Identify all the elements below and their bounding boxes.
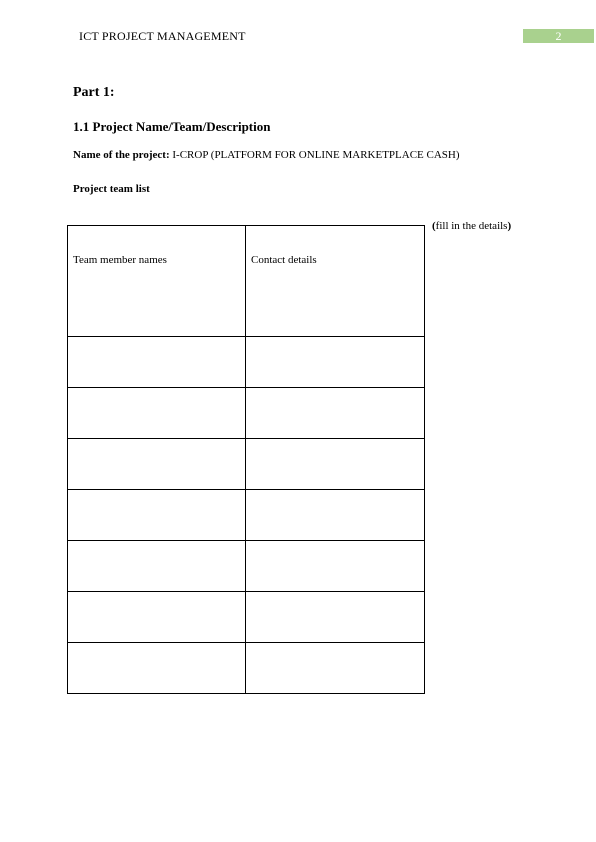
contact-details-cell[interactable] — [246, 388, 425, 439]
page-number-badge — [523, 29, 594, 43]
header-label-team-member-names: Team member names — [73, 254, 167, 266]
team-member-name-cell[interactable] — [68, 490, 246, 541]
fill-in-note — [432, 220, 511, 232]
team-list-label: Project team list — [73, 183, 150, 195]
project-name-line — [73, 149, 460, 161]
contact-details-cell[interactable] — [246, 439, 425, 490]
contact-details-cell[interactable] — [246, 643, 425, 694]
contact-details-cell[interactable] — [246, 592, 425, 643]
contact-details-cell[interactable] — [246, 541, 425, 592]
part-heading: Part 1: — [73, 85, 115, 100]
table-row — [68, 541, 425, 592]
team-member-name-cell[interactable] — [68, 388, 246, 439]
fill-note-open-paren: ( — [432, 220, 436, 232]
header-cell-team-member-names — [68, 226, 246, 337]
table-row — [68, 643, 425, 694]
table-row — [68, 337, 425, 388]
project-team-table — [67, 225, 425, 694]
project-name-value: I-CROP (PLATFORM FOR ONLINE MARKETPLACE CASH) — [169, 149, 460, 161]
team-member-name-cell[interactable] — [68, 439, 246, 490]
running-header-title: ICT PROJECT MANAGEMENT — [79, 29, 246, 43]
table-row — [68, 439, 425, 490]
table-row — [68, 490, 425, 541]
header-label-contact-details: Contact details — [251, 254, 317, 266]
team-member-name-cell[interactable] — [68, 337, 246, 388]
page-number: 2 — [555, 29, 562, 43]
table-row — [68, 592, 425, 643]
header-cell-contact-details — [246, 226, 425, 337]
team-member-name-cell[interactable] — [68, 643, 246, 694]
team-member-name-cell[interactable] — [68, 541, 246, 592]
team-member-name-cell[interactable] — [68, 592, 246, 643]
table-header-row — [68, 226, 425, 337]
fill-note-text: fill in the details — [435, 220, 508, 232]
contact-details-cell[interactable] — [246, 490, 425, 541]
table-row — [68, 388, 425, 439]
section-heading: 1.1 Project Name/Team/Description — [73, 119, 271, 134]
contact-details-cell[interactable] — [246, 337, 425, 388]
fill-note-close-paren: ) — [507, 220, 512, 232]
project-name-label: Name of the project: — [73, 149, 170, 161]
